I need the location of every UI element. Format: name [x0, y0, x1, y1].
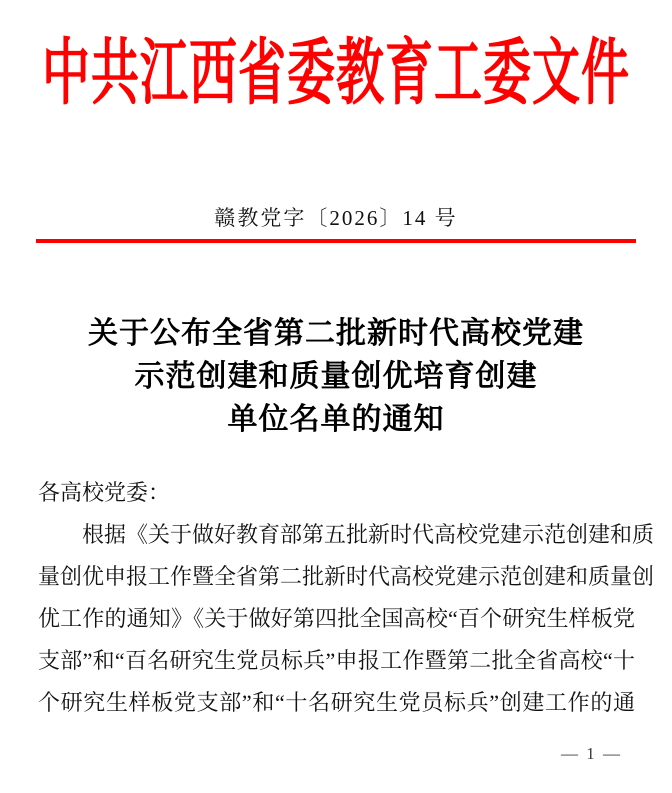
masthead-title: 中共江西省委教育工委文件 — [41, 33, 630, 114]
red-divider-line — [36, 239, 636, 243]
body-text-line: 支部”和“百名研究生党员标兵”申报工作暨第二批全省高校“十 — [38, 648, 635, 673]
body-text-line: 个研究生样板党支部”和“十名研究生党员标兵”创建工作的通 — [38, 690, 635, 715]
body-text-line: 量创优申报工作暨全省第二批新时代高校党建示范创建和质量创 — [38, 564, 655, 589]
document-body — [38, 472, 655, 724]
document-title-line-2: 示范创建和质量创优培育创建 — [134, 360, 538, 393]
body-text-line: 优工作的通知》《关于做好第四批全国高校“百个研究生样板党 — [38, 606, 635, 631]
page-number: — 1 — — [561, 744, 622, 763]
body-text-line: 根据《关于做好教育部第五批新时代高校党建示范创建和质 — [82, 522, 655, 547]
document-title-line-3: 单位名单的通知 — [227, 403, 445, 436]
document-reference-number: 赣教党字〔2026〕14 号 — [214, 206, 458, 230]
document-title-line-1: 关于公布全省第二批新时代高校党建 — [88, 317, 584, 350]
red-masthead — [0, 20, 672, 112]
salutation-line: 各高校党委： — [38, 480, 171, 505]
document-title — [0, 312, 672, 441]
